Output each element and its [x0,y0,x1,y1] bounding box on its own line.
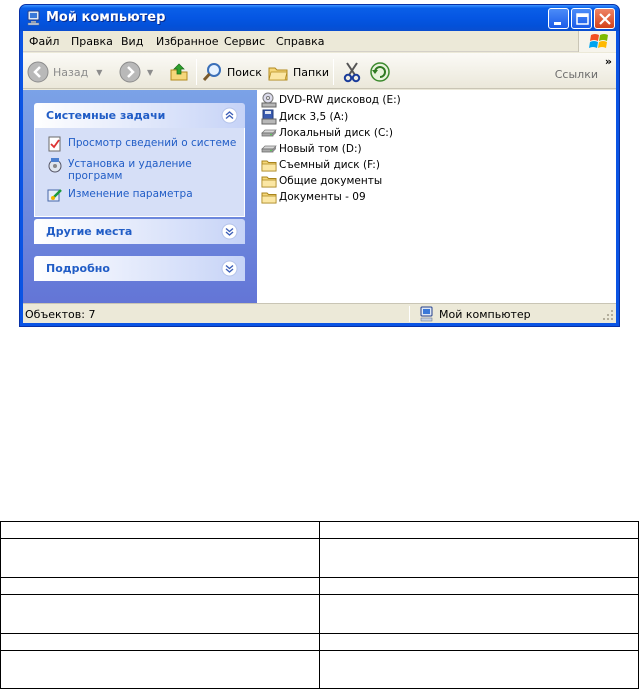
table-cell [319,539,639,578]
table-cell [1,578,320,595]
system-tasks-body [34,128,245,217]
maximize-button[interactable] [571,8,592,29]
details-panel [34,256,245,281]
toolbar [23,53,616,89]
cut-button[interactable] [341,61,363,83]
chevron-right-icon[interactable]: » [604,55,612,68]
forward-button[interactable] [119,61,153,83]
window-client-area [23,31,616,323]
my-computer-icon [26,10,42,26]
details-title: Подробно [46,262,110,275]
task-label: Установка и удаление программ [68,158,192,182]
back-arrow-icon [27,61,49,83]
windows-flag-icon [579,31,617,52]
forward-arrow-icon [119,61,141,83]
menu-tools[interactable]: Сервис [224,35,266,48]
system-tasks-panel [34,103,245,217]
system-tasks-header[interactable] [34,103,245,128]
list-item[interactable] [261,109,348,125]
table-cell [319,595,639,634]
task-label: Просмотр сведений о системе [68,137,237,149]
back-dropdown-icon[interactable]: ▼ [96,67,103,77]
search-button[interactable] [201,61,262,83]
up-button[interactable] [168,61,190,83]
search-label: Поиск [227,65,262,79]
item-label: Съемный диск (F:) [279,159,380,171]
task-change-setting[interactable] [47,187,244,203]
table-cell [1,522,320,539]
item-label: DVD-RW дисковод (E:) [279,94,401,106]
search-icon [201,61,223,83]
task-pane [23,90,257,304]
menu-bar [23,31,616,52]
menu-file[interactable]: Файл [29,35,60,48]
menu-edit[interactable]: Правка [71,35,113,48]
table-cell [1,539,320,578]
control-panel-icon [47,187,63,203]
folder-icon [261,157,277,173]
cd-drive-icon [261,92,277,108]
table-cell [319,522,639,539]
status-bar [23,303,616,323]
table-cell [319,651,639,689]
back-button[interactable] [27,61,102,83]
folder-up-icon [168,61,190,83]
table-cell [319,634,639,651]
my-computer-window [19,4,620,327]
task-view-system-info[interactable] [47,136,244,152]
minimize-icon [549,9,570,30]
object-count: Объектов: 7 [25,308,96,321]
item-label: Диск 3,5 (A:) [279,111,349,123]
links-label[interactable]: Ссылки [554,68,598,81]
file-list-pane [257,90,616,304]
maximize-icon [572,9,593,30]
my-computer-icon [419,306,435,322]
forward-dropdown-icon[interactable]: ▼ [147,67,154,77]
system-info-icon [47,136,63,152]
expand-icon[interactable] [221,260,238,277]
other-places-panel [34,219,245,244]
table-row [1,539,639,578]
folder-icon [261,189,277,205]
undo-icon [369,61,391,83]
table-cell [1,634,320,651]
table-row [1,578,639,595]
scissors-icon [341,61,363,83]
hard-drive-icon [261,125,277,141]
empty-table [0,521,639,689]
task-add-remove-programs[interactable] [47,157,244,182]
undo-button[interactable] [369,61,391,83]
item-label: Документы - 09 [279,191,366,203]
table-cell [319,578,639,595]
table-cell [1,595,320,634]
list-item[interactable] [261,141,362,157]
item-label: Общие документы [279,175,383,187]
folders-button[interactable] [267,61,329,83]
back-label: Назад [53,65,89,79]
title-bar[interactable] [20,5,619,31]
menu-favorites[interactable]: Избранное [156,35,219,48]
menu-view[interactable]: Вид [121,35,144,48]
details-header[interactable] [34,256,245,281]
table-cell [1,651,320,689]
list-item[interactable] [261,173,382,189]
hard-drive-icon [261,141,277,157]
close-icon [595,9,616,30]
item-label: Новый том (D:) [279,143,362,155]
resize-grip-icon[interactable] [602,309,614,321]
table-row [1,634,639,651]
list-item[interactable] [261,92,401,108]
menu-help[interactable]: Справка [276,35,325,48]
status-location-label: Мой компьютер [439,307,531,321]
task-label: Изменение параметра [68,188,193,200]
folders-icon [267,61,289,83]
collapse-icon[interactable] [221,107,238,124]
folders-label: Папки [293,65,329,79]
table-row [1,595,639,634]
list-item[interactable] [261,157,380,173]
status-location [419,306,531,322]
other-places-title: Другие места [46,225,133,238]
status-divider [409,306,410,322]
table-row [1,522,639,539]
folder-icon [261,173,277,189]
list-item[interactable] [261,189,366,205]
window-title: Мой компьютер [46,10,166,25]
table-row [1,651,639,689]
windows-logo [578,31,616,52]
system-tasks-title: Системные задачи [46,109,166,122]
toolbar-separator [196,59,197,85]
expand-icon[interactable] [221,223,238,240]
add-remove-programs-icon [47,157,63,173]
minimize-button[interactable] [548,8,569,29]
list-item[interactable] [261,125,393,141]
close-button[interactable] [594,8,615,29]
item-label: Локальный диск (C:) [279,127,393,139]
floppy-drive-icon [261,109,277,125]
other-places-header[interactable] [34,219,245,244]
toolbar-separator [333,59,334,85]
